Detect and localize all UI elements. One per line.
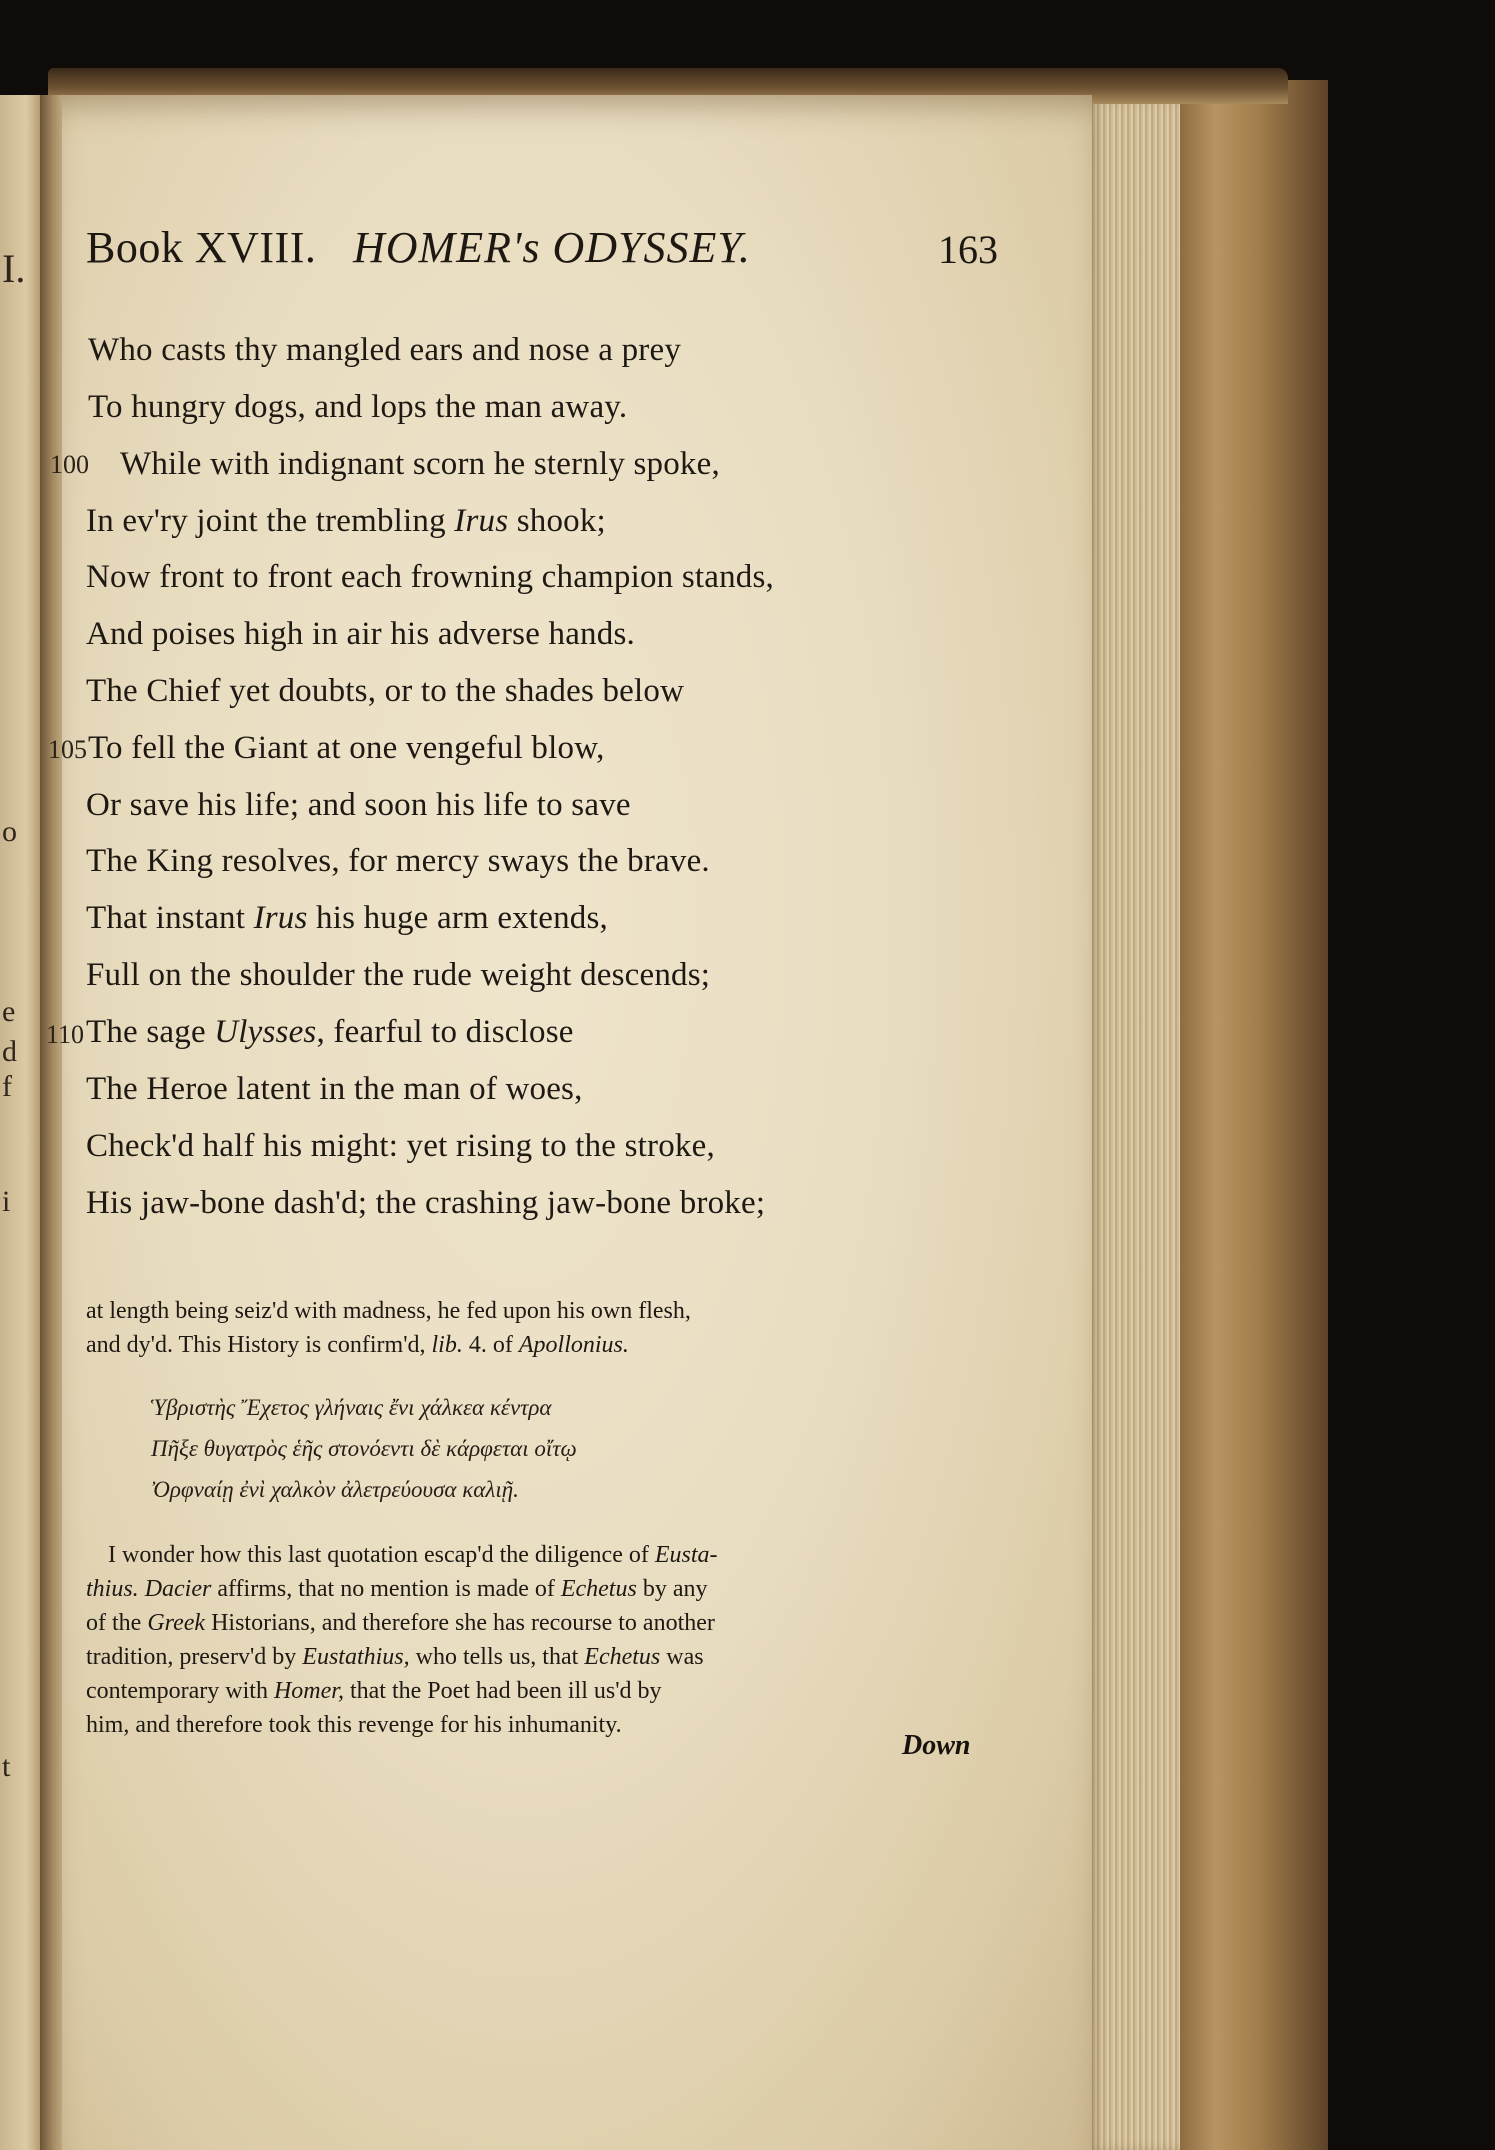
greek-quotation-line: Ὀρφναίῃ ἐνὶ χαλκὸν ἀλετρεύουσα καλιῇ. bbox=[151, 1477, 519, 1502]
greek-quotation-line: Πῆξε θυγατρὸς ἑῆς στονόεντι δὲ κάρφεται οἴτῳ bbox=[151, 1436, 577, 1461]
book-cover-edge bbox=[1178, 80, 1328, 2150]
facing-page-fragment: I. bbox=[2, 246, 26, 291]
verse-line: While with indignant scorn he sternly spoke, bbox=[120, 446, 720, 482]
page-number: 163 bbox=[938, 227, 998, 272]
page-text bbox=[46, 0, 1086, 2150]
verse-line: That instant Irus his huge arm extends, bbox=[86, 900, 608, 936]
facing-page-fragment: o bbox=[2, 815, 17, 848]
footnote-line: contemporary with Homer, that the Poet had been ill us'd by bbox=[86, 1678, 662, 1704]
verse-line: And poises high in air his adverse hands. bbox=[86, 616, 635, 652]
footnote-line: tradition, preserv'd by Eustathius, who tells us, that Echetus was bbox=[86, 1644, 704, 1670]
verse-line: Full on the shoulder the rude weight descends; bbox=[86, 957, 711, 993]
footnote-line: and dy'd. This History is confirm'd, lib. 4. of Apollonius. bbox=[86, 1332, 629, 1358]
running-head-book: Book XVIII. bbox=[86, 223, 317, 272]
verse-line: To hungry dogs, and lops the man away. bbox=[88, 389, 628, 425]
page-edges bbox=[1088, 100, 1180, 2150]
verse-line: In ev'ry joint the trembling Irus shook; bbox=[86, 503, 606, 539]
facing-page-fragment: t bbox=[2, 1750, 11, 1783]
verse-line: His jaw-bone dash'd; the crashing jaw-bone broke; bbox=[86, 1185, 766, 1221]
line-number: 100 bbox=[50, 450, 89, 479]
greek-quotation-line: Ὑβριστὴς Ἔχετος γλήναις ἔνι χάλκεα κέντρα bbox=[151, 1395, 552, 1420]
verse-line: Now front to front each frowning champion stands, bbox=[86, 559, 774, 595]
facing-page-fragment: i bbox=[2, 1185, 11, 1218]
verse-line: The King resolves, for mercy sways the brave. bbox=[86, 843, 710, 879]
facing-page-fragment: e bbox=[2, 995, 16, 1028]
verse-line: The Heroe latent in the man of woes, bbox=[86, 1071, 583, 1107]
footnote-line: him, and therefore took this revenge for his inhumanity. bbox=[86, 1712, 622, 1738]
verse-line: The sage Ulysses, fearful to disclose bbox=[86, 1014, 574, 1050]
facing-page-fragment: f bbox=[2, 1070, 12, 1103]
footnote-line: I wonder how this last quotation escap'd the diligence of Eusta- bbox=[108, 1542, 718, 1568]
verse-line: Who casts thy mangled ears and nose a prey bbox=[88, 332, 682, 368]
facing-page-fragment: d bbox=[2, 1035, 17, 1068]
line-number: 105 bbox=[48, 735, 87, 764]
verse-line: To fell the Giant at one vengeful blow, bbox=[88, 730, 605, 766]
footnote-line: thius. Dacier affirms, that no mention is made of Echetus by any bbox=[86, 1576, 708, 1602]
running-head bbox=[86, 222, 1076, 292]
verse-line: The Chief yet doubts, or to the shades below bbox=[86, 673, 685, 709]
line-number: 110 bbox=[46, 1020, 85, 1049]
verse-line: Or save his life; and soon his life to save bbox=[86, 787, 631, 823]
catchword: Down bbox=[902, 1730, 971, 1761]
footnote-line: of the Greek Historians, and therefore she has recourse to another bbox=[86, 1610, 715, 1636]
footnote-line: at length being seiz'd with madness, he fed upon his own flesh, bbox=[86, 1298, 691, 1324]
verse-line: Check'd half his might: yet rising to the stroke, bbox=[86, 1128, 715, 1164]
running-head-title: HOMER's ODYSSEY. bbox=[353, 223, 751, 272]
